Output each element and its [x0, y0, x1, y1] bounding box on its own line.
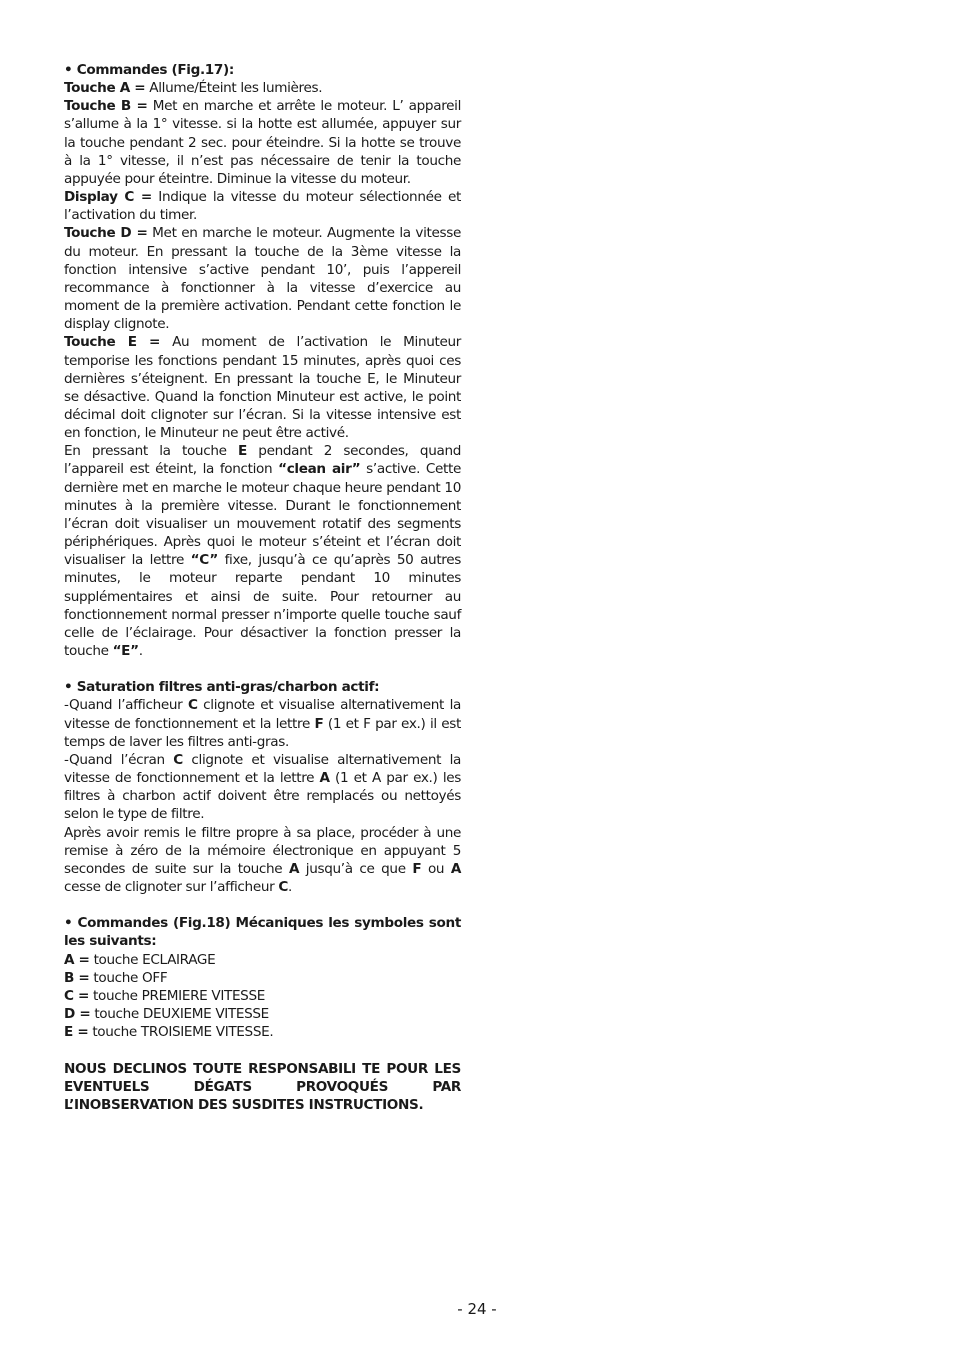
- bold-run: C: [187, 697, 198, 714]
- paragraph: [64, 442, 461, 660]
- text-run: jusqu’à ce que: [299, 860, 413, 877]
- list-item: [64, 951, 461, 969]
- text-run: (1 et F par ex.) il est temps de laver les filtres anti-gras.: [64, 715, 462, 750]
- bold-run: Display C =: [64, 189, 152, 206]
- text-run: touche DEUXIEME VITESSE: [90, 1006, 269, 1023]
- text-run: clignote et visualise alternativement la vitesse de fonctionnement et la lettre: [64, 697, 461, 732]
- text-run: (1 et A par ex.) les filtres à charbon actif doivent être remplacés ou nettoyés selon le type de filtre.: [64, 770, 461, 823]
- bold-run: F: [314, 715, 324, 732]
- bold-run: “clean air”: [278, 461, 361, 478]
- paragraph: [64, 824, 461, 897]
- section-heading-commandes-fig18: • Commandes (Fig.18) Mécaniques les symboles sont les suivants:: [64, 915, 461, 950]
- page-number: - 24 -: [457, 1300, 497, 1318]
- text-run: Allume/Éteint les lumières.: [145, 80, 323, 97]
- bold-run: Touche A =: [64, 80, 146, 97]
- bold-run: B =: [64, 969, 90, 986]
- bold-run: Touche E =: [64, 334, 161, 351]
- list-item: [64, 1005, 461, 1023]
- paragraph: [64, 696, 461, 750]
- list-item: [64, 1023, 461, 1041]
- text-run: -Quand l’afficheur: [64, 697, 188, 714]
- bold-run: C: [173, 751, 183, 768]
- paragraph: [64, 97, 461, 188]
- bold-run: E =: [64, 1024, 89, 1041]
- paragraph: [64, 79, 461, 97]
- paragraph: [64, 224, 461, 333]
- bold-run: A =: [64, 951, 90, 968]
- text-run: touche OFF: [89, 969, 168, 986]
- text-run: touche PREMIERE VITESSE: [89, 987, 265, 1004]
- bold-run: Touche B =: [64, 98, 148, 115]
- bold-run: A: [319, 770, 330, 787]
- text-run: Au moment de l’activation le Minuteur temporise les fonctions pendant 15 minutes, après quoi ces dernières s’éteignent. En pressant la touche E, le Minuteur se désactive. Quand la fonction Minuteur est active, le point décimal doit clignoter sur l’écran. Si la vitesse intensive est en fonction, le Minuteur ne peut être activé.: [64, 334, 461, 442]
- liability-warning: NOUS DECLINOS TOUTE RESPONSABILI TE POUR LES EVENTUELS DÉGATS PROVOQUÉS PAR L’INOBSERVATION DES SUSDITES INSTRUCTIONS.: [64, 1060, 461, 1113]
- bold-run: F: [412, 860, 422, 877]
- text-run: Après avoir remis le filtre propre à sa place, procéder à une remise à zéro de la mémoire électronique en appuyant 5 secondes de suite sur la touche: [64, 824, 461, 877]
- section-body-saturation-filtres: [64, 696, 461, 896]
- text-run: clignote et visualise alternativement la vitesse de fonctionnement et la lettre: [64, 751, 461, 787]
- text-run: .: [287, 879, 292, 896]
- section-heading-commandes-fig17: • Commandes (Fig.17):: [64, 62, 234, 78]
- bold-run: C =: [64, 987, 90, 1004]
- text-run: En pressant la touche: [64, 443, 238, 460]
- text-run: Indique la vitesse du moteur sélectionnée et l’activation du timer.: [64, 189, 462, 224]
- section-body-commandes-fig17: [64, 79, 461, 660]
- text-run: cesse de clignoter sur l’afficheur: [64, 879, 279, 896]
- text-run: pendant 2 secondes, quand l’appareil est éteint, la fonction: [64, 443, 461, 478]
- paragraph: [64, 188, 461, 224]
- bold-run: Touche D =: [64, 225, 148, 242]
- bold-run: A: [450, 860, 461, 877]
- list-item: [64, 987, 461, 1005]
- text-run: Met en marche et arrête le moteur. L’ appareil s’allume à la 1° vitesse. si la hotte est allumée, appuyer sur la touche pendant 2 sec. pour éteindre. Si la hotte se trouve à la 1° vitesse, il n’est pas nécessaire de tenir la touche appuyée pour éteintre. Diminue la vitesse du moteur.: [64, 98, 461, 187]
- bold-run: C: [278, 879, 288, 896]
- bold-run: E: [237, 443, 247, 460]
- text-run: touche TROISIEME VITESSE.: [88, 1024, 274, 1041]
- text-run: fixe, jusqu’à ce qu’après 50 autres minutes, le moteur reparte pendant 10 minutes supplémentaires et ainsi de suite. Pour retourner au fonctionnement normal presser n’importe quelle touche sauf celle de l’éclairage. Pour désactiver la fonction presser la touche: [64, 552, 461, 659]
- bold-run: D =: [64, 1006, 91, 1023]
- bold-run: “C”: [190, 552, 218, 569]
- section-body-commandes-fig18: [64, 951, 461, 1042]
- text-run: .: [138, 643, 143, 659]
- bold-run: A: [288, 860, 300, 877]
- text-run: touche ECLAIRAGE: [89, 951, 216, 968]
- text-run: -Quand l’écran: [64, 751, 174, 768]
- paragraph: [64, 333, 461, 442]
- text-run: Met en marche le moteur. Augmente la vitesse du moteur. En pressant la touche de la 3ème vitesse la fonction intensive s’active pendant 10’, puis l’appereil recommance à fonctionner à la vitesse d’exercice au moment de la première activation. Pendant cette fonction le display clignote.: [64, 225, 461, 333]
- text-run: ou: [421, 860, 451, 877]
- text-run: s’active. Cette dernière met en marche le moteur chaque heure pendant 10 minutes à la première vitesse. Durant le fonctionnement l’écran doit visualiser un mouvement rotatif des segments périphériques. Après quoi le moteur s’éteint et l’écran doit visualiser la lettre: [64, 461, 462, 569]
- section-heading-saturation-filtres: • Saturation filtres anti-gras/charbon actif:: [64, 679, 380, 696]
- instruction-column: [64, 61, 461, 1114]
- paragraph: [64, 751, 461, 824]
- list-item: [64, 969, 461, 987]
- bold-run: “E”: [112, 643, 139, 659]
